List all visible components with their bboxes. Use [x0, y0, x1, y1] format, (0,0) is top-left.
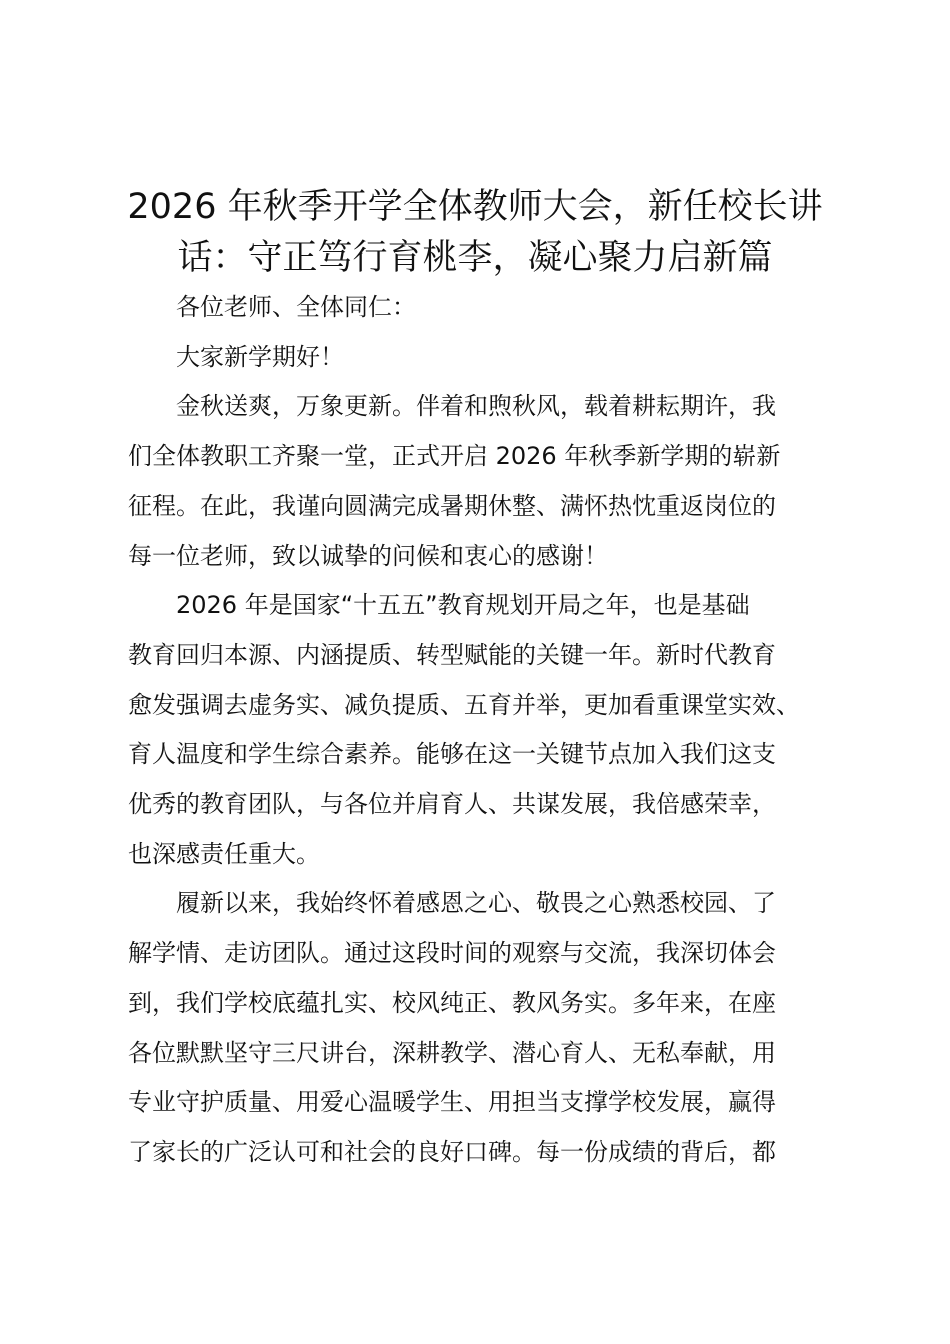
paragraph-line: 征程。在此，我谨向圆满完成暑期休整、满怀热忱重返岗位的	[128, 491, 776, 520]
paragraph-line: 金秋送爽，万象更新。伴着和煦秋风，载着耕耘期许，我	[176, 392, 776, 421]
paragraph-line: 优秀的教育团队，与各位并肩育人、共谋发展，我倍感荣幸，	[128, 790, 776, 819]
paragraph-line: 各位默默坚守三尺讲台，深耕教学、潜心育人、无私奉献，用	[128, 1038, 776, 1067]
paragraph-line: 们全体教职工齐聚一堂，正式开启 2026 年秋季新学期的崭新	[128, 442, 781, 471]
document-title	[110, 182, 840, 284]
paragraph-line: 育人温度和学生综合素养。能够在这一关键节点加入我们这支	[128, 740, 776, 769]
salutation: 各位老师、全体同仁：	[176, 293, 416, 321]
title-line-1: 2026 年秋季开学全体教师大会，新任校长讲	[127, 187, 823, 227]
paragraph-line: 2026 年是国家“十五五”教育规划开局之年，也是基础	[176, 591, 750, 620]
document-body	[128, 283, 853, 1178]
greeting: 大家新学期好！	[176, 342, 344, 371]
paragraph-line: 到，我们学校底蕴扎实、校风纯正、教风务实。多年来，在座	[128, 988, 776, 1017]
paragraph-line: 解学情、走访团队。通过这段时间的观察与交流，我深切体会	[128, 939, 776, 968]
paragraph-line: 教育回归本源、内涵提质、转型赋能的关键一年。新时代教育	[128, 640, 776, 669]
paragraph-line: 也深感责任重大。	[128, 839, 320, 868]
title-line-2: 话：守正笃行育桃李，凝心聚力启新篇	[177, 238, 773, 278]
paragraph-line: 每一位老师，致以诚挚的问候和衷心的感谢！	[128, 541, 608, 570]
paragraph-line: 愈发强调去虚务实、减负提质、五育并举，更加看重课堂实效、	[128, 690, 800, 719]
paragraph-line: 了家长的广泛认可和社会的良好口碑。每一份成绩的背后，都	[128, 1137, 776, 1166]
paragraph-line: 履新以来，我始终怀着感恩之心、敬畏之心熟悉校园、了	[176, 889, 776, 918]
paragraph-line: 专业守护质量、用爱心温暖学生、用担当支撑学校发展，赢得	[128, 1088, 776, 1117]
